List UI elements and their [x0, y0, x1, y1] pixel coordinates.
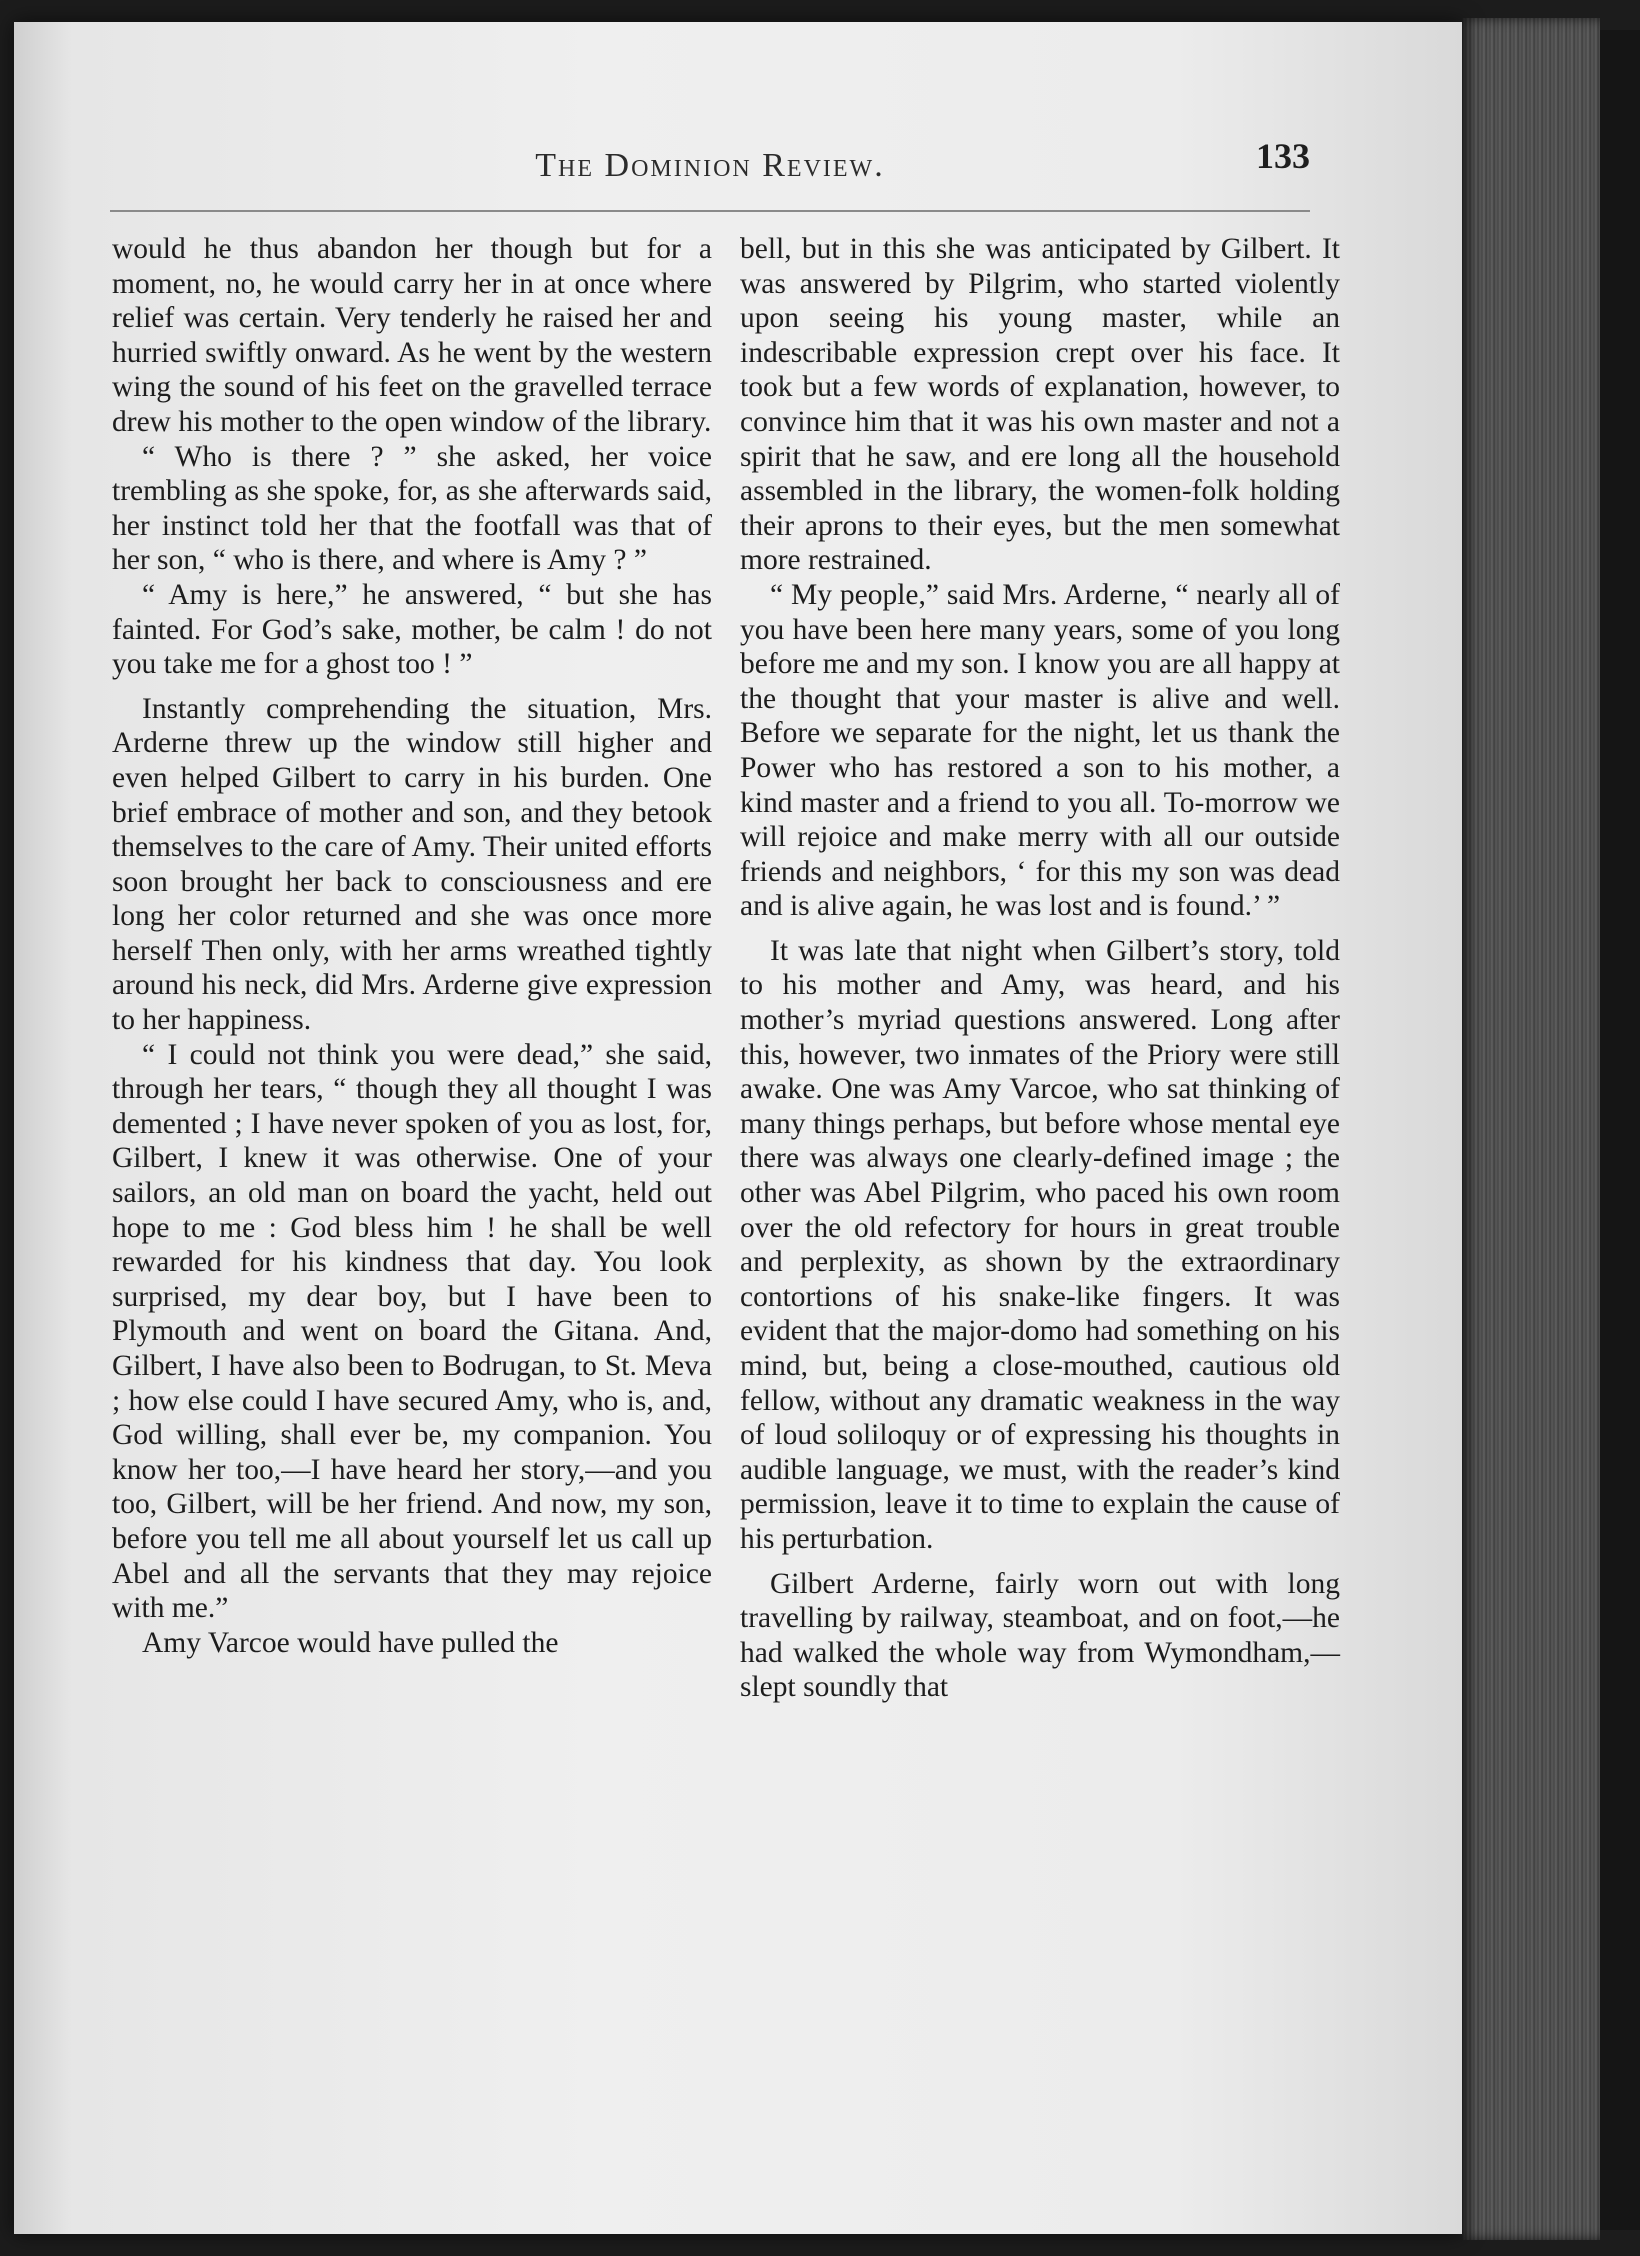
book-edge-shadow: [1600, 30, 1640, 2230]
paragraph: Amy Varcoe would have pulled the: [142, 1626, 559, 1659]
paragraph: Gilbert Arderne, fairly worn out with long travelling by railway, steamboat, and on foot,—he had walked the whole way from Wymondham,—slept soundly that: [740, 1567, 1340, 1704]
page-header: [110, 135, 1310, 205]
right-column: [740, 232, 1340, 1705]
paragraph: Instantly comprehending the situation, Mrs. Arderne threw up the window still higher and even helped Gilbert to carry in his burden. One brief embrace of mother and son, and they betook themselves to the care of Amy. Their united efforts soon brought her back to consciousness and ere long her color returned and she was once more herself Then only, with her arms wreathed tightly around his neck, did Mrs. Arderne give expression to her happiness.: [112, 692, 712, 1037]
left-column: [112, 232, 712, 1660]
paragraph: “ My people,” said Mrs. Arderne, “ nearly all of you have been here many years, some of you long before me and my son. I know you are all happy at the thought that your master is alive and well. Before we separate for the night, let us thank the Power who has restored a son to his mother, a kind master and a friend to you all. To-morrow we will rejoice and make merry with all our outside friends and neighbors, ‘ for this my son was dead and is alive again, he was lost and is found.’ ”: [740, 578, 1340, 923]
running-title: The Dominion Review.: [535, 147, 885, 184]
book-fore-edge: [1462, 18, 1600, 2240]
paragraph: “ Amy is here,” he answered, “ but she has fainted. For God’s sake, mother, be calm ! do not you take me for a ghost too ! ”: [112, 578, 712, 681]
paragraph: It was late that night when Gilbert’s story, told to his mother and Amy, was heard, and his mother’s myriad questions answered. Long after this, however, two inmates of the Priory were still awake. One was Amy Varcoe, who sat thinking of many things perhaps, but before whose mental eye there was always one clearly-defined image ; the other was Abel Pilgrim, who paced his own room over the old refectory for hours in great trouble and perplexity, as shown by the extraordinary contortions of his snake-like fingers. It was evident that the major-domo had something on his mind, but, being a close-mouthed, cautious old fellow, without any dramatic weakness in the way of loud soliloquy or of expressing his thoughts in audible language, we must, with the reader’s kind permission, leave it to time to explain the cause of his perturbation.: [740, 934, 1340, 1555]
paragraph: would he thus abandon her though but for a moment, no, he would carry her in at once where relief was certain. Very tenderly he raised her and hurried swiftly onward. As he went by the western wing the sound of his feet on the gravelled terrace drew his mother to the open window of the library.: [112, 233, 712, 438]
header-rule: [110, 210, 1310, 212]
paragraph: “ Who is there ? ” she asked, her voice trembling as she spoke, for, as she afterwards said, her instinct told her that the footfall was that of her son, “ who is there, and where is Amy ? ”: [112, 440, 712, 577]
paragraph: “ I could not think you were dead,” she said, through her tears, “ though they all thought I was demented ; I have never spoken of you as lost, for, Gilbert, I knew it was otherwise. One of your sailors, an old man on board the yacht, held out hope to me : God bless him ! he shall be well rewarded for his kindness that day. You look surprised, my dear boy, but I have been to Plymouth and went on board the Gitana. And, Gilbert, I have also been to Bodrugan, to St. Meva ; how else could I have secured Amy, who is, and, God willing, shall ever be, my companion. You know her too,—I have heard her story,—and you too, Gilbert, will be her friend. And now, my son, before you tell me all about yourself let us call up Abel and all the servants that they may rejoice with me.”: [112, 1038, 712, 1625]
paragraph: bell, but in this she was anticipated by Gilbert. It was answered by Pilgrim, who started violently upon seeing his young master, while an indescribable expression crept over his face. It took but a few words of explanation, however, to convince him that it was his own master and not a spirit that he saw, and ere long all the household assembled in the library, the women-folk holding their aprons to their eyes, but the men somewhat more restrained.: [740, 233, 1340, 577]
page-number: 133: [1256, 136, 1310, 176]
